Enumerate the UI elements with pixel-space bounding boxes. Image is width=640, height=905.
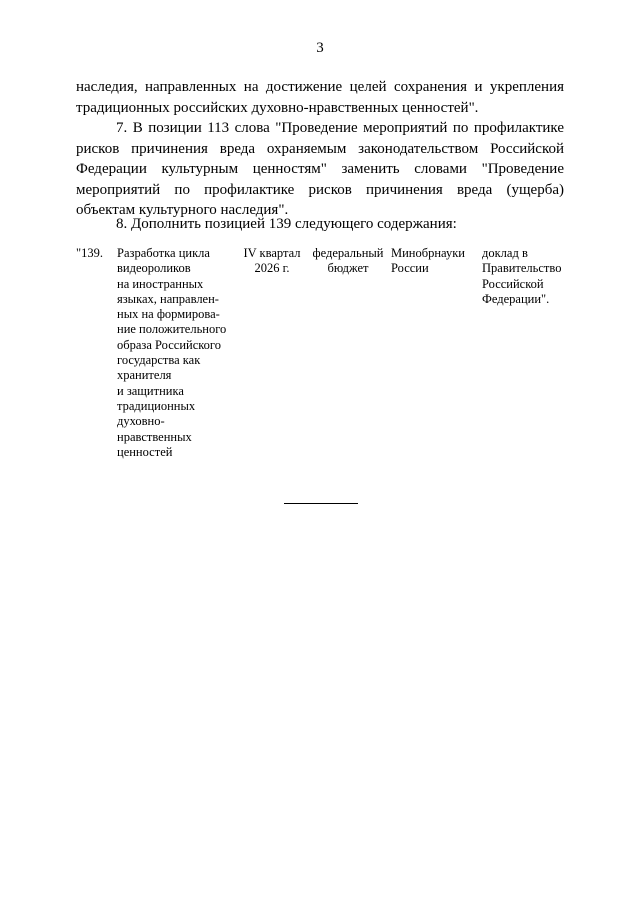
row-responsible: Минобрнауки России <box>391 246 465 276</box>
page-number: 3 <box>316 40 324 56</box>
paragraph-item-8: 8. Дополнить позицией 139 следующего содержания: <box>116 216 457 232</box>
paragraph-item-7: 7. В позиции 113 слова "Проведение мероприятий по профилактике рисков причинения вреда охраняемым законодательством Российской Федерации культурным ценностям" заменить словами "Проведение мероприятий по профилактике рисков причинения вреда (ущерба) объектам культурного наследия". <box>76 120 564 218</box>
end-divider <box>284 503 358 504</box>
row-deadline: IV квартал 2026 г. <box>243 246 301 276</box>
paragraph-continuation: наследия, направленных на достижение целей сохранения и укрепления традиционных российских духовно-нравственных ценностей". <box>76 79 564 116</box>
row-number: "139. <box>76 246 103 260</box>
row-result: доклад в Правительство Российской Федерации". <box>482 246 562 306</box>
row-funding-source: федеральный бюджет <box>312 246 384 276</box>
row-activity-name: Разработка цикла видеороликов на иностранных языках, направлен- ных на формирова- ние положительного образа Российского государства как хранителя и защитника традиционных духовно- нравственных ценностей <box>117 246 227 459</box>
